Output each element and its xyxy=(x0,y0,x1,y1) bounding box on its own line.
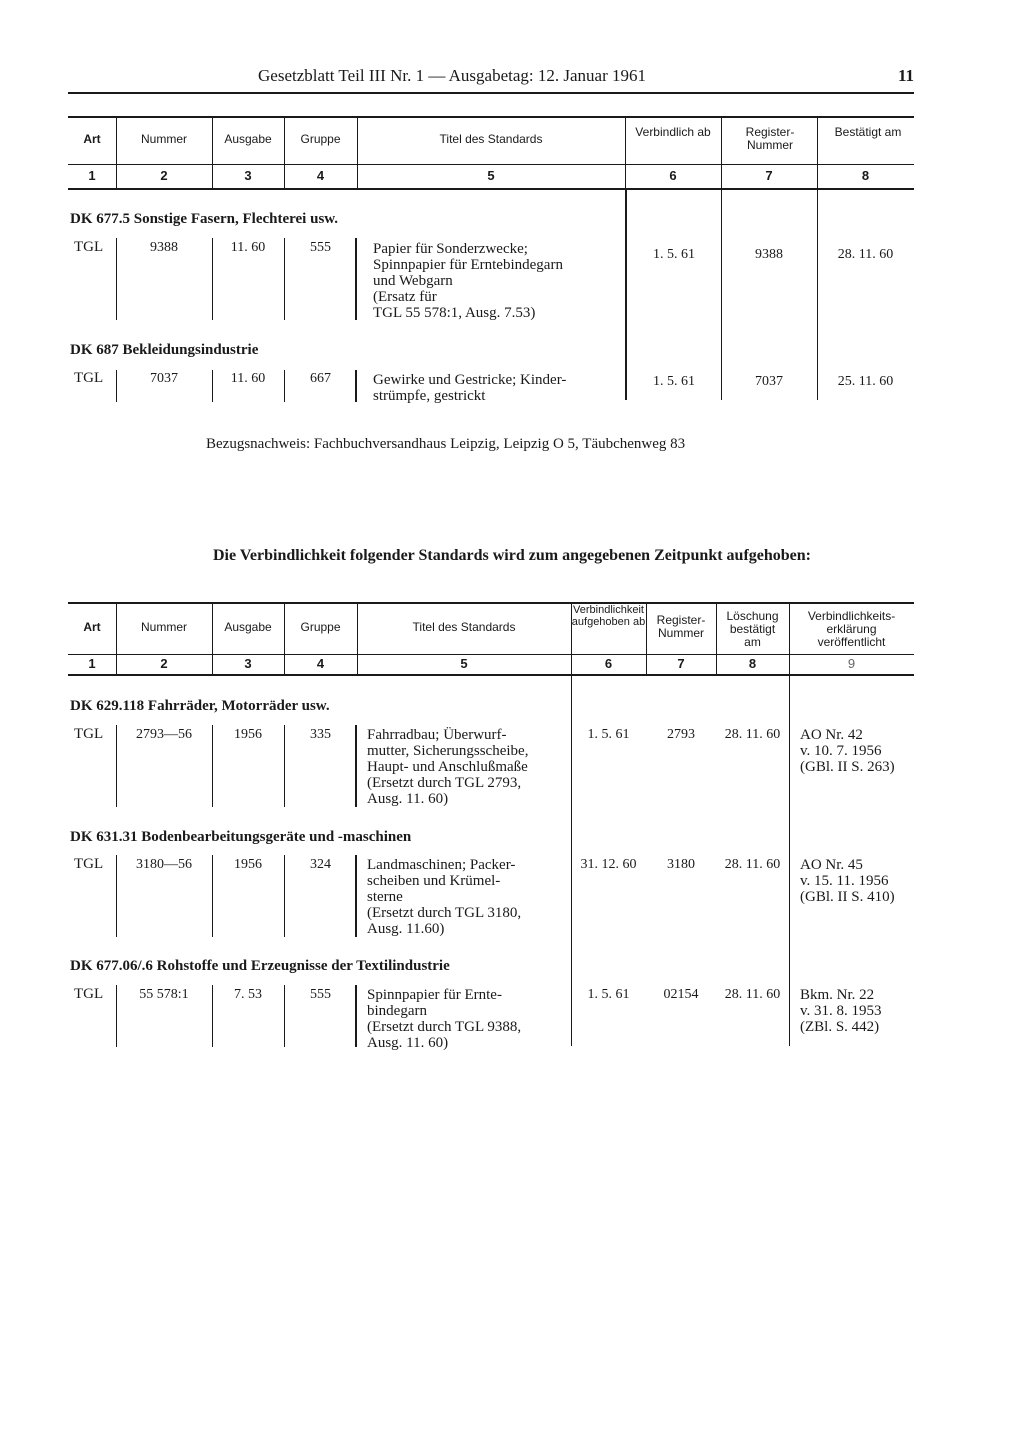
cell-nummer: 2793—56 xyxy=(136,727,192,742)
col-number: 3 xyxy=(244,656,252,671)
header-nummer: Nummer xyxy=(140,132,187,146)
body-col-line xyxy=(789,676,790,1046)
body-col-line xyxy=(721,190,722,400)
cell-titel: Landmaschinen; Packer- scheiben und Krümel- sterne (Ersetzt durch TGL 3180, Ausg. 11.60) xyxy=(367,857,522,937)
cell-erklaerung: Bkm. Nr. 22 v. 31. 8. 1953 (ZBl. S. 442) xyxy=(800,987,882,1035)
header-aufgehoben: Verbindlichkeit aufgehoben ab xyxy=(571,604,646,628)
cell-art: TGL xyxy=(74,370,104,386)
cell-art: TGL xyxy=(74,986,104,1002)
dk-heading: DK 631.31 Bodenbearbeitungsgeräte und -maschinen xyxy=(70,829,412,845)
body-col-line xyxy=(817,190,818,400)
table-1-header-rule xyxy=(68,164,914,165)
table-2-number-rule xyxy=(68,674,914,676)
cell-bestaetigt: 28. 11. 60 xyxy=(837,247,894,262)
col-number: 7 xyxy=(677,656,685,671)
col-number: 1 xyxy=(88,168,96,183)
running-title: Gesetzblatt Teil III Nr. 1 — Ausgabetag: 12. Januar 1961 xyxy=(258,66,646,85)
cell-nummer: 7037 xyxy=(150,371,178,386)
cell-register: 02154 xyxy=(663,987,699,1002)
row-col-line xyxy=(355,725,357,807)
header-gruppe: Gruppe xyxy=(300,620,341,634)
cell-gruppe: 335 xyxy=(310,727,331,742)
bezugsnachweis: Bezugsnachweis: Fachbuchversandhaus Leipzig, Leipzig O 5, Täubchenweg 83 xyxy=(206,436,686,452)
cell-titel: Spinnpapier für Ernte- bindegarn (Ersetzt durch TGL 9388, Ausg. 11. 60) xyxy=(367,987,522,1051)
cell-nummer: 55 578:1 xyxy=(139,987,189,1002)
col-number: 9 xyxy=(847,656,856,671)
cell-nummer: 9388 xyxy=(150,240,178,255)
header-bestaetigt: Bestätigt am xyxy=(834,125,902,139)
cell-loeschung: 28. 11. 60 xyxy=(724,987,781,1002)
cell-art: TGL xyxy=(74,239,104,255)
cell-register: 9388 xyxy=(755,247,783,262)
table-2-top-rule xyxy=(68,602,914,604)
header-register: Register- Nummer xyxy=(656,613,706,640)
cell-art: TGL xyxy=(74,726,104,742)
col-number: 8 xyxy=(748,656,757,671)
cell-titel: Gewirke und Gestricke; Kinder- strümpfe, gestrickt xyxy=(373,372,567,404)
col-number: 2 xyxy=(160,168,168,183)
dk-heading: DK 629.118 Fahrräder, Motorräder usw. xyxy=(70,698,330,714)
col-number: 6 xyxy=(669,168,677,183)
col-number: 7 xyxy=(765,168,773,183)
header-erklaerung: Verbindlichkeits- erklärung veröffentlicht xyxy=(807,609,896,649)
col-number: 2 xyxy=(160,656,168,671)
header-register: Register-Nummer xyxy=(745,125,795,152)
col-number: 4 xyxy=(316,656,325,671)
header-gruppe: Gruppe xyxy=(300,132,341,146)
header-rule xyxy=(68,92,914,94)
section-heading: Die Verbindlichkeit folgender Standards wird zum angegebenen Zeitpunkt aufgehoben: xyxy=(213,547,811,564)
page-number: 11 xyxy=(898,66,915,85)
cell-titel: Fahrradbau; Überwurf- mutter, Sicherungsscheibe, Haupt- und Anschlußmaße (Ersetzt durch TGL 2793, Ausg. 11. 60) xyxy=(367,727,529,807)
cell-aufgehoben: 31. 12. 60 xyxy=(580,857,637,872)
cell-ausgabe: 7. 53 xyxy=(234,987,262,1002)
cell-register: 7037 xyxy=(755,374,783,389)
cell-loeschung: 28. 11. 60 xyxy=(724,727,781,742)
cell-gruppe: 555 xyxy=(310,240,331,255)
row-col-line xyxy=(355,855,357,937)
row-col-line xyxy=(355,370,357,402)
cell-erklaerung: AO Nr. 45 v. 15. 11. 1956 (GBl. II S. 410) xyxy=(800,857,895,905)
cell-gruppe: 555 xyxy=(310,987,331,1002)
cell-ausgabe: 11. 60 xyxy=(230,371,266,386)
cell-aufgehoben: 1. 5. 61 xyxy=(587,987,630,1002)
cell-aufgehoben: 1. 5. 61 xyxy=(587,727,630,742)
cell-nummer: 3180—56 xyxy=(136,857,192,872)
cell-art: TGL xyxy=(74,856,104,872)
col-number: 4 xyxy=(316,168,325,183)
header-nummer: Nummer xyxy=(140,620,187,634)
header-titel: Titel des Standards xyxy=(439,132,543,146)
col-number: 1 xyxy=(88,656,96,671)
header-art: Art xyxy=(83,620,101,634)
col-number: 3 xyxy=(244,168,252,183)
col-number: 5 xyxy=(487,168,495,183)
header-ausgabe: Ausgabe xyxy=(224,132,272,146)
cell-loeschung: 28. 11. 60 xyxy=(724,857,781,872)
header-loeschung: Löschung bestätigt am xyxy=(726,609,779,649)
col-number: 8 xyxy=(861,168,870,183)
col-number: 6 xyxy=(604,656,613,671)
cell-gruppe: 667 xyxy=(310,371,331,386)
table-1-number-rule xyxy=(68,188,914,190)
table-1-top-rule xyxy=(68,116,914,118)
row-col-line xyxy=(355,985,357,1047)
cell-ausgabe: 11. 60 xyxy=(230,240,266,255)
cell-register: 2793 xyxy=(667,727,695,742)
dk-heading: DK 687 Bekleidungsindustrie xyxy=(70,342,259,358)
header-titel: Titel des Standards xyxy=(412,620,516,634)
cell-verbindlich: 1. 5. 61 xyxy=(653,247,695,262)
cell-gruppe: 324 xyxy=(310,857,331,872)
cell-bestaetigt: 25. 11. 60 xyxy=(837,374,894,389)
header-verbindlich: Verbindlich ab xyxy=(635,125,711,139)
col-number: 5 xyxy=(460,656,468,671)
header-art: Art xyxy=(83,132,101,146)
row-col-line xyxy=(355,238,357,320)
cell-erklaerung: AO Nr. 42 v. 10. 7. 1956 (GBl. II S. 263) xyxy=(800,727,895,775)
dk-heading: DK 677.06/.6 Rohstoffe und Erzeugnisse der Textilindustrie xyxy=(70,958,450,974)
cell-ausgabe: 1956 xyxy=(234,857,262,872)
dk-heading: DK 677.5 Sonstige Fasern, Flechterei usw. xyxy=(70,211,339,227)
table-2-header-rule xyxy=(68,654,914,655)
cell-ausgabe: 1956 xyxy=(234,727,262,742)
cell-titel: Papier für Sonderzwecke; Spinnpapier für Erntebindegarn und Webgarn (Ersatz für TGL 55 578:1, Ausg. 7.53) xyxy=(373,241,563,321)
body-col-line xyxy=(625,190,627,400)
cell-verbindlich: 1. 5. 61 xyxy=(653,374,695,389)
cell-register: 3180 xyxy=(667,857,695,872)
header-ausgabe: Ausgabe xyxy=(224,620,272,634)
